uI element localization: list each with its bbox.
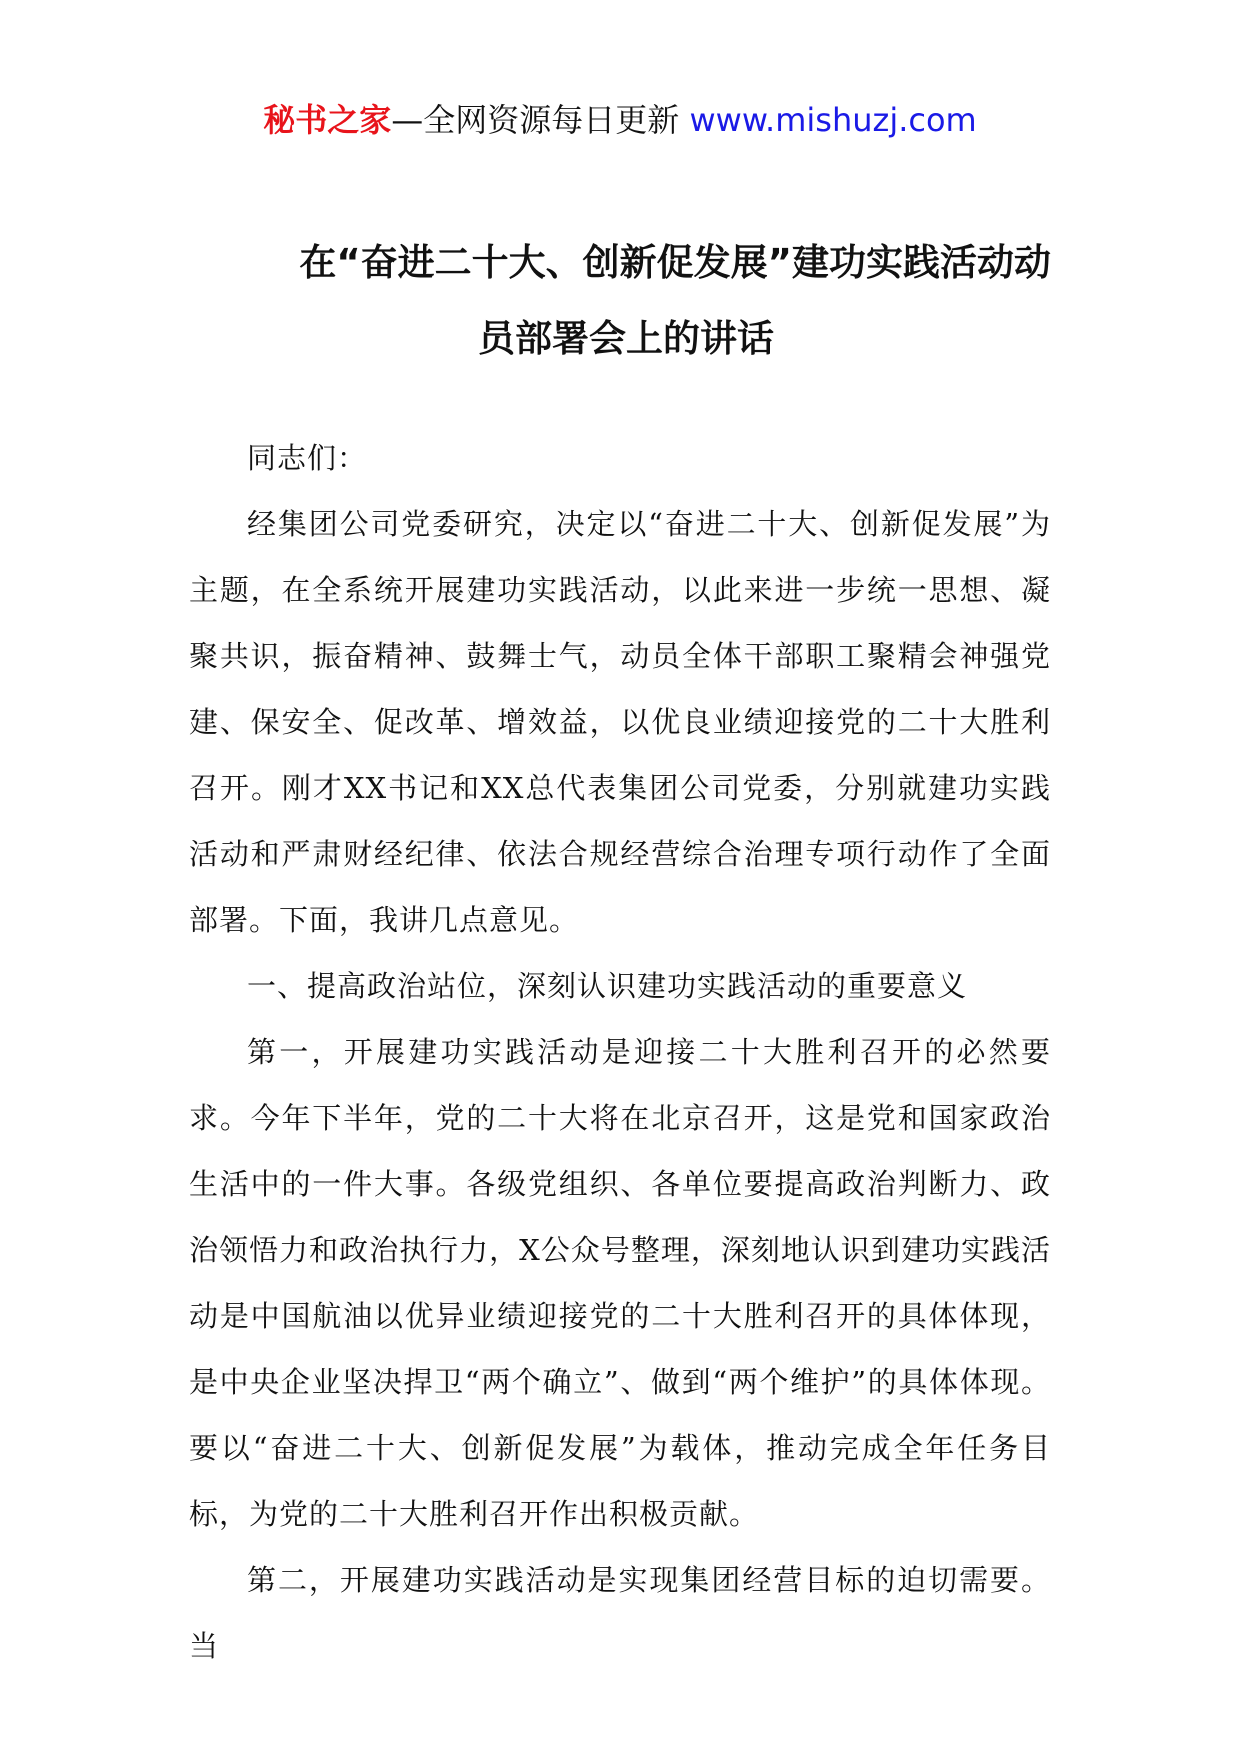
site-url-link[interactable]: www.mishuzj.com — [689, 101, 977, 139]
section-heading-1: 一、提高政治站位，深刻认识建功实践活动的重要意义 — [247, 969, 968, 1003]
paragraph-intro: 经集团公司党委研究，决定以“奋进二十大、创新促发展”为主题，在全系统开展建功实践活动，以此来进一步统一思想、凝聚共识，振奋精神、鼓舞士气，动员全体干部职工聚精会神强党建、保安全、促改革、增效益，以优良业绩迎接党的二十大胜利召开。刚才XX书记和XX总代表集团公司党委，分别就建功实践活动和严肃财经纪律、依法合规经营综合治理专项行动作了全面部署。下面，我讲几点意见。 — [189, 507, 1051, 937]
site-brand: 秘书之家 — [263, 101, 392, 139]
paragraph-first-point: 第一，开展建功实践活动是迎接二十大胜利召开的必然要求。今年下半年，党的二十大将在北京召开，这是党和国家政治生活中的一件大事。各级党组织、各单位要提高政治判断力、政治领悟力和政治执行力，X公众号整理，深刻地认识到建功实践活动是中国航油以优异业绩迎接党的二十大胜利召开的具体体现，是中央企业坚决捍卫“两个确立”、做到“两个维护”的具体体现。要以“奋进二十大、创新促发展”为载体，推动完成全年任务目标，为党的二十大胜利召开作出积极贡献。 — [189, 1035, 1051, 1531]
site-header — [0, 98, 1240, 142]
document-title — [0, 225, 1240, 377]
title-line-2: 员部署会上的讲话 — [478, 317, 774, 360]
paragraph-second-point: 第二，开展建功实践活动是实现集团经营目标的迫切需要。当 — [189, 1563, 1051, 1663]
document-body — [189, 425, 1051, 1679]
salutation: 同志们： — [247, 441, 368, 475]
title-line-1: 在“奋进二十大、创新促发展”建功实践活动动 — [299, 241, 1051, 284]
site-tagline: —全网资源每日更新 — [391, 101, 690, 139]
